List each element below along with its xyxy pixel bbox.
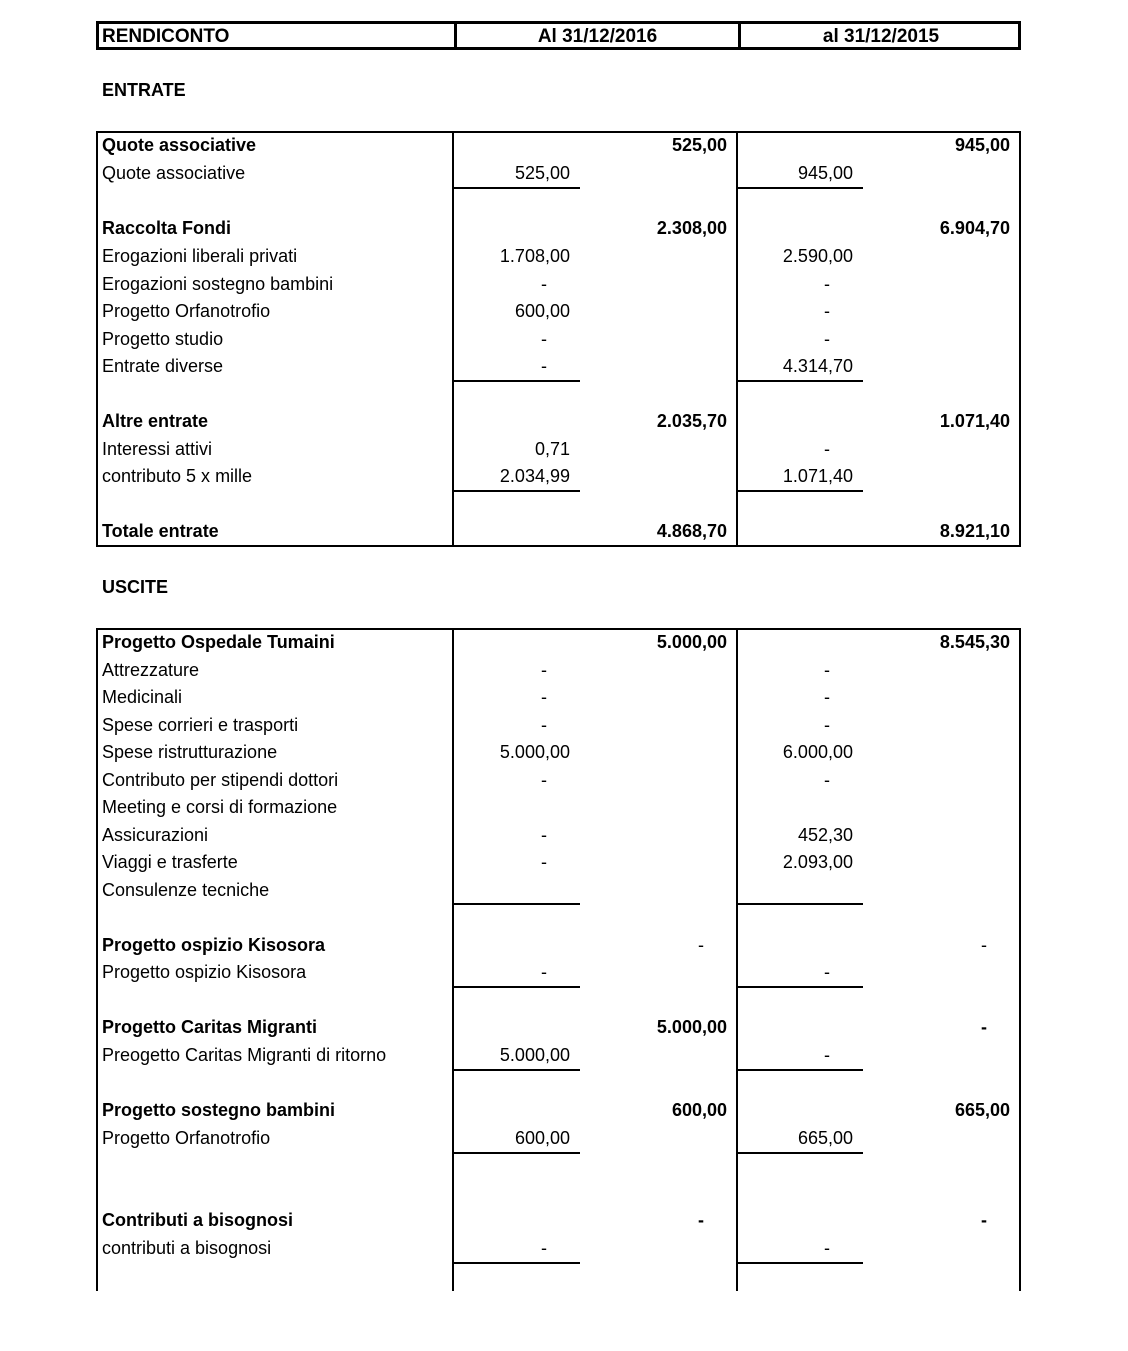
section-heading-entrate: ENTRATE <box>102 80 186 100</box>
group-total-2015: 1.071,40 <box>939 411 1010 431</box>
item-label: Preogetto Caritas Migranti di ritorno <box>102 1045 387 1065</box>
group-total-2015: 945,00 <box>954 135 1010 155</box>
item-value-2016: 0,71 <box>534 439 570 459</box>
item-value-2015: - <box>824 660 830 680</box>
item-value-2015: 2.093,00 <box>782 852 853 872</box>
group-title: Altre entrate <box>102 411 209 431</box>
totale-entrate-label: Totale entrate <box>102 521 219 541</box>
item-value-2015: - <box>824 715 830 735</box>
subtotal-line <box>738 490 863 492</box>
item-value-2016: - <box>541 962 547 982</box>
subtotal-line <box>454 986 580 988</box>
item-value-2015: - <box>824 1238 830 1258</box>
section-heading-uscite: USCITE <box>102 577 169 597</box>
item-value-2015: - <box>824 687 830 707</box>
item-value-2015: - <box>824 770 830 790</box>
item-label: Contributo per stipendi dottori <box>102 770 339 790</box>
column-divider <box>736 628 738 1291</box>
subtotal-line <box>738 1262 863 1264</box>
uscite-table-top <box>96 628 1021 630</box>
group-title: Progetto Ospedale Tumaini <box>102 632 335 652</box>
group-title: Contributi a bisognosi <box>102 1210 293 1230</box>
item-label: Consulenze tecniche <box>102 880 270 900</box>
item-value-2016: 600,00 <box>514 1128 570 1148</box>
group-total-2016: 600,00 <box>671 1100 727 1120</box>
item-value-2015: 1.071,40 <box>782 466 853 486</box>
item-value-2015: 665,00 <box>797 1128 853 1148</box>
group-total-2016: 5.000,00 <box>656 1017 727 1037</box>
item-value-2016: - <box>541 274 547 294</box>
subtotal-line <box>454 1262 580 1264</box>
item-value-2015: 4.314,70 <box>782 356 853 376</box>
group-total-2015: - <box>981 935 987 955</box>
group-title: Progetto Caritas Migranti <box>102 1017 318 1037</box>
item-value-2015: - <box>824 329 830 349</box>
item-label: Assicurazioni <box>102 825 209 845</box>
subtotal-line <box>738 1069 863 1071</box>
subtotal-line <box>738 986 863 988</box>
item-label: Attrezzature <box>102 660 200 680</box>
group-total-2015: - <box>981 1210 987 1230</box>
group-total-2016: 525,00 <box>671 135 727 155</box>
item-label: Medicinali <box>102 687 183 707</box>
item-value-2016: - <box>541 852 547 872</box>
item-label: contributo 5 x mille <box>102 466 253 486</box>
item-value-2015: - <box>824 962 830 982</box>
item-value-2016: - <box>541 1238 547 1258</box>
item-label: Quote associative <box>102 163 246 183</box>
group-total-2015: 8.545,30 <box>939 632 1010 652</box>
item-label: Spese ristrutturazione <box>102 742 278 762</box>
item-value-2016: 5.000,00 <box>499 742 570 762</box>
item-label: Progetto studio <box>102 329 224 349</box>
item-label: Viaggi e trasferte <box>102 852 238 872</box>
item-label: Progetto Orfanotrofio <box>102 1128 271 1148</box>
subtotal-line <box>738 903 863 905</box>
subtotal-line <box>738 187 863 189</box>
item-value-2015: - <box>824 1045 830 1065</box>
group-total-2016: - <box>698 935 704 955</box>
item-label: Progetto Orfanotrofio <box>102 301 271 321</box>
subtotal-line <box>454 380 580 382</box>
item-value-2016: 2.034,99 <box>499 466 570 486</box>
item-value-2016: 525,00 <box>514 163 570 183</box>
column-divider <box>452 628 454 1291</box>
item-value-2015: 945,00 <box>797 163 853 183</box>
header-col-2015: al 31/12/2015 <box>822 26 940 47</box>
group-title: Progetto ospizio Kisosora <box>102 935 326 955</box>
item-value-2016: - <box>541 825 547 845</box>
subtotal-line <box>454 1069 580 1071</box>
subtotal-line <box>454 903 580 905</box>
totale-entrate-2015: 8.921,10 <box>939 521 1010 541</box>
group-total-2016: 2.308,00 <box>656 218 727 238</box>
item-value-2015: - <box>824 301 830 321</box>
item-value-2016: - <box>541 715 547 735</box>
item-label: contributi a bisognosi <box>102 1238 272 1258</box>
header-title: RENDICONTO <box>102 26 230 47</box>
column-divider <box>452 131 454 547</box>
item-value-2015: - <box>824 439 830 459</box>
column-divider <box>1019 628 1021 1291</box>
report-header <box>96 21 1021 50</box>
item-label: Spese corrieri e trasporti <box>102 715 299 735</box>
header-col-2016: Al 31/12/2016 <box>537 26 658 47</box>
group-total-2015: 6.904,70 <box>939 218 1010 238</box>
item-value-2016: - <box>541 356 547 376</box>
totale-entrate-2016: 4.868,70 <box>656 521 727 541</box>
subtotal-line <box>738 380 863 382</box>
subtotal-line <box>738 1152 863 1154</box>
group-title: Raccolta Fondi <box>102 218 232 238</box>
item-value-2015: 452,30 <box>797 825 853 845</box>
subtotal-line <box>454 1152 580 1154</box>
subtotal-line <box>454 187 580 189</box>
item-value-2016: - <box>541 687 547 707</box>
group-title: Quote associative <box>102 135 257 155</box>
item-value-2015: 2.590,00 <box>782 246 853 266</box>
item-label: Meeting e corsi di formazione <box>102 797 338 817</box>
item-label: Progetto ospizio Kisosora <box>102 962 307 982</box>
item-value-2016: - <box>541 770 547 790</box>
item-label: Interessi attivi <box>102 439 213 459</box>
group-total-2016: 2.035,70 <box>656 411 727 431</box>
item-value-2016: - <box>541 329 547 349</box>
item-value-2016: - <box>541 660 547 680</box>
item-value-2016: 600,00 <box>514 301 570 321</box>
group-total-2015: - <box>981 1017 987 1037</box>
item-label: Erogazioni sostegno bambini <box>102 274 334 294</box>
column-divider <box>736 131 738 547</box>
group-total-2016: - <box>698 1210 704 1230</box>
group-total-2015: 665,00 <box>954 1100 1010 1120</box>
group-total-2016: 5.000,00 <box>656 632 727 652</box>
item-value-2016: 5.000,00 <box>499 1045 570 1065</box>
subtotal-line <box>454 490 580 492</box>
column-divider <box>96 628 98 1291</box>
item-value-2016: 1.708,00 <box>499 246 570 266</box>
item-value-2015: 6.000,00 <box>782 742 853 762</box>
item-label: Entrate diverse <box>102 356 224 376</box>
item-value-2015: - <box>824 274 830 294</box>
group-title: Progetto sostegno bambini <box>102 1100 336 1120</box>
item-label: Erogazioni liberali privati <box>102 246 298 266</box>
